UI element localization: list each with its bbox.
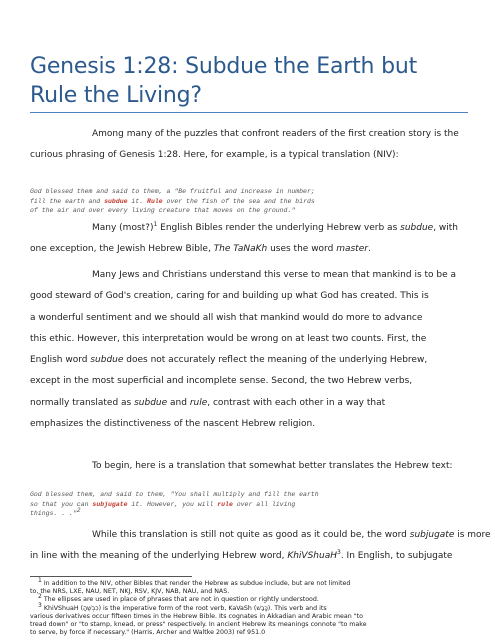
highlight-rule: Rule <box>147 197 163 205</box>
highlight-subjugate: subjugate <box>92 500 128 508</box>
paragraph-bibles <box>30 218 468 261</box>
text-line: a wonderful sentiment and we should all wish that mankind would do more to advance <box>30 312 423 323</box>
footnotes <box>30 576 470 637</box>
text-line: emphasizes the distinctiveness of the nascent Hebrew religion. <box>30 419 316 430</box>
footnote-ref-2[interactable]: 2 <box>76 506 81 514</box>
paragraph-khivshuah <box>30 525 491 568</box>
text-line: To begin, here is a translation that somewhat better translates the Hebrew text: <box>92 461 453 471</box>
quote-line: fill the earth and subdue it. Rule over the fish of the sea and the birds <box>30 197 315 205</box>
paragraph-stewardship <box>30 265 468 435</box>
quote-line: things. . ."$^2$ <box>30 506 81 517</box>
text-line: Many (most?)$^1$ English Bibles render the underlying Hebrew verb as subdue, with <box>92 221 459 233</box>
quote-niv <box>30 187 468 216</box>
text-line: Many Jews and Christians understand this verse to mean that mankind is to be a <box>92 270 457 280</box>
text-line: one exception, the Jewish Hebrew Bible, The TaNaKh uses the word master. <box>30 244 371 255</box>
quote-line: so that you can subjugate it. However, you will rule over all living <box>30 500 296 508</box>
quote-line: God blessed them, and said to them, "You shall multiply and fill the earth <box>30 491 319 498</box>
footnote-3-cont: various derivatives occur fifteen times in the Hebrew Bible. Its cognates in Akkadian and Arabic mean "to <box>30 612 363 620</box>
text-line: While this translation is still not quite as good as it could be, the word subjugate is more <box>92 530 491 540</box>
footnote-separator <box>30 576 192 577</box>
footnote-ref-1[interactable]: 1 <box>153 221 158 228</box>
footnote-3-cont: tread down" or "to stamp, knead, or press" respectively. In ancient Hebrew its meanings connote "to make <box>30 621 367 629</box>
text-line: English word subdue does not accurately reflect the meaning of the underlying Hebrew, <box>30 355 428 366</box>
paragraph-better-translation <box>30 456 468 477</box>
quote-better <box>30 490 468 519</box>
footnote-3: $^3$ KhiVShuaH (כִבְשֻׁהָ) is the imperative form of the root verb, KaVaSh (כָּבַשׁ). This verb and its <box>38 601 327 612</box>
footnote-3-cont: to serve, by force if necessary." (Harris, Archer and Waltke 2003) ref 951.0 <box>30 629 266 637</box>
paragraph-intro <box>30 124 468 167</box>
footnote-1: $^1$ In addition to the NIV, other Bibles that render the Hebrew as subdue include, but are not limited <box>38 576 351 587</box>
footnote-1-cont: to, the NRS, LXE, NAU, NET, NKJ, RSV, KJV, NAB, NAU, and NAS. <box>30 588 230 596</box>
title-underline <box>30 112 468 113</box>
text-line: normally translated as subdue and rule, contrast with each other in a way that <box>30 397 386 408</box>
text-line: this ethic. However, this interpretation would be wrong on at least two counts. First, the <box>30 333 427 344</box>
highlight-subdue: subdue <box>104 197 128 205</box>
text-line: in line with the meaning of the underlying Hebrew word, KhiVShuaH$^3$. In English, to subjugate <box>30 549 453 562</box>
footnote-ref-3[interactable]: 3 <box>336 549 341 557</box>
text-line: good steward of God's creation, caring for and building up what God has created. This is <box>30 291 429 302</box>
quote-line: of the air and over every living creature that moves on the ground." <box>30 207 296 214</box>
title-line-2: Rule the Living? <box>30 83 202 108</box>
quote-line: God blessed them and said to them, a "Be fruitful and increase in number; <box>30 188 315 195</box>
page-title <box>30 52 470 110</box>
highlight-rule: rule <box>217 500 233 508</box>
text-line: except in the most superficial and incomplete sense. Second, the two Hebrew verbs, <box>30 376 413 387</box>
text-line: Among many of the puzzles that confront readers of the first creation story is the <box>92 129 459 139</box>
footnote-2: $^2$ The ellipses are used in place of phrases that are not in question or rightly understood. <box>38 593 319 604</box>
text-line: curious phrasing of Genesis 1:28. Here, for example, is a typical translation (NIV): <box>30 150 399 161</box>
title-line-1: Genesis 1:28: Subdue the Earth but <box>30 54 418 79</box>
